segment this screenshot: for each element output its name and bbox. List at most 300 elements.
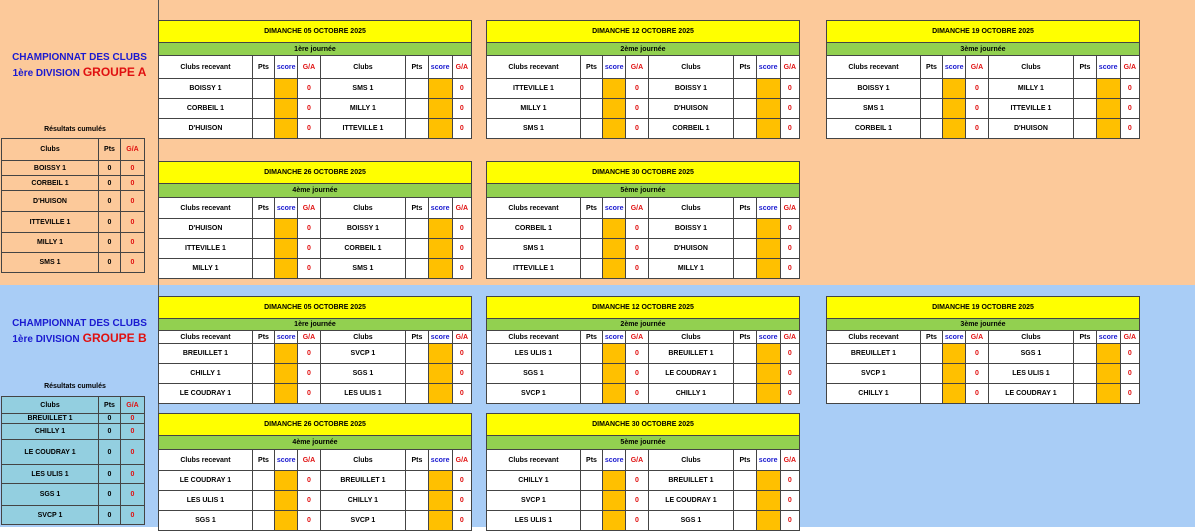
home-score-cell[interactable] xyxy=(943,119,966,139)
away-score-cell[interactable] xyxy=(428,511,452,531)
away-pts-cell xyxy=(734,219,756,239)
standings-pts: 0 xyxy=(99,191,121,212)
home-score-cell[interactable] xyxy=(275,219,298,239)
home-club: SMS 1 xyxy=(827,99,921,119)
home-pts-cell xyxy=(920,364,942,384)
column-header-ga: G/A xyxy=(626,198,648,219)
column-header-ga: G/A xyxy=(121,397,145,414)
standings-row xyxy=(2,414,145,424)
home-pts-cell xyxy=(920,344,942,364)
away-club: ITTEVILLE 1 xyxy=(988,99,1074,119)
away-ga: 0 xyxy=(780,219,799,239)
column-header-ga: G/A xyxy=(298,450,320,471)
cumulative-results-label: Résultats cumulés xyxy=(44,126,106,133)
away-ga: 0 xyxy=(1120,99,1139,119)
standings-row xyxy=(2,484,145,506)
home-ga: 0 xyxy=(298,239,320,259)
home-score-cell[interactable] xyxy=(275,259,298,279)
home-pts-cell xyxy=(252,364,274,384)
home-score-cell[interactable] xyxy=(943,79,966,99)
journee-label: 2ème journée xyxy=(487,319,800,331)
home-ga: 0 xyxy=(298,364,320,384)
away-pts-cell xyxy=(1074,384,1096,404)
home-club: SVCP 1 xyxy=(487,491,581,511)
match-row xyxy=(487,471,800,491)
away-ga: 0 xyxy=(1120,344,1139,364)
home-pts-cell xyxy=(252,119,274,139)
column-header-clubs: Clubs xyxy=(2,139,99,161)
match-row xyxy=(159,259,472,279)
home-club: D'HUISON xyxy=(159,119,253,139)
match-row xyxy=(159,471,472,491)
home-club: SVCP 1 xyxy=(487,384,581,404)
away-score-cell[interactable] xyxy=(428,344,452,364)
match-row xyxy=(827,79,1140,99)
away-pts-cell xyxy=(406,384,428,404)
away-score-cell[interactable] xyxy=(1096,99,1120,119)
standings-ga: 0 xyxy=(121,212,145,233)
away-club: BOISSY 1 xyxy=(648,79,734,99)
home-club: MILLY 1 xyxy=(159,259,253,279)
away-score-cell[interactable] xyxy=(428,79,452,99)
home-score-cell[interactable] xyxy=(603,119,626,139)
match-day-date: DIMANCHE 30 OCTOBRE 2025 xyxy=(487,414,800,436)
division-title xyxy=(0,65,159,81)
home-pts-cell xyxy=(580,79,602,99)
column-header-score: score xyxy=(1096,56,1120,79)
away-pts-cell xyxy=(1074,99,1096,119)
away-club: SVCP 1 xyxy=(320,344,406,364)
column-header-clubs-recevant: Clubs recevant xyxy=(487,198,581,219)
standings-pts: 0 xyxy=(99,161,121,176)
away-score-cell[interactable] xyxy=(1096,344,1120,364)
away-ga: 0 xyxy=(780,99,799,119)
away-score-cell[interactable] xyxy=(756,239,780,259)
away-score-cell[interactable] xyxy=(756,219,780,239)
standings-ga: 0 xyxy=(121,465,145,484)
journee-label: 5ème journée xyxy=(487,436,800,450)
home-ga: 0 xyxy=(298,219,320,239)
match-day-date: DIMANCHE 26 OCTOBRE 2025 xyxy=(159,162,472,184)
home-ga: 0 xyxy=(626,491,648,511)
column-header-pts: Pts xyxy=(734,450,756,471)
column-header-ga: G/A xyxy=(780,450,799,471)
column-header-pts: Pts xyxy=(1074,56,1096,79)
home-club: SGS 1 xyxy=(487,364,581,384)
standings-ga: 0 xyxy=(121,191,145,212)
away-ga: 0 xyxy=(780,511,799,531)
away-score-cell[interactable] xyxy=(1096,79,1120,99)
away-score-cell[interactable] xyxy=(428,259,452,279)
match-day-date: DIMANCHE 12 OCTOBRE 2025 xyxy=(487,297,800,319)
home-pts-cell xyxy=(580,99,602,119)
column-header-score: score xyxy=(428,198,452,219)
column-header-ga: G/A xyxy=(298,198,320,219)
home-club: ITTEVILLE 1 xyxy=(487,79,581,99)
column-header-pts: Pts xyxy=(406,331,428,344)
column-header-ga: G/A xyxy=(1120,331,1139,344)
match-row xyxy=(159,344,472,364)
away-club: BREUILLET 1 xyxy=(648,471,734,491)
standings-row xyxy=(2,233,145,253)
match-day-date: DIMANCHE 05 OCTOBRE 2025 xyxy=(159,21,472,43)
match-row xyxy=(159,511,472,531)
match-row xyxy=(827,364,1140,384)
home-club: ITTEVILLE 1 xyxy=(487,259,581,279)
standings-pts: 0 xyxy=(99,506,121,525)
away-club: SMS 1 xyxy=(320,259,406,279)
column-header-score: score xyxy=(943,56,966,79)
away-pts-cell xyxy=(734,364,756,384)
home-score-cell[interactable] xyxy=(603,219,626,239)
journee-label: 1ère journée xyxy=(159,319,472,331)
column-header-clubs-recevant: Clubs recevant xyxy=(159,450,253,471)
group-label: GROUPE A xyxy=(82,65,147,79)
column-header-pts: Pts xyxy=(252,198,274,219)
standings-table xyxy=(1,396,145,525)
home-club: CORBEIL 1 xyxy=(487,219,581,239)
home-ga: 0 xyxy=(626,99,648,119)
column-header-clubs: Clubs xyxy=(988,331,1074,344)
journee-label: 3ème journée xyxy=(827,319,1140,331)
away-pts-cell xyxy=(406,344,428,364)
away-score-cell[interactable] xyxy=(756,259,780,279)
away-ga: 0 xyxy=(452,119,471,139)
match-day-table xyxy=(158,296,472,404)
column-header-ga: G/A xyxy=(626,331,648,344)
home-pts-cell xyxy=(252,471,274,491)
away-score-cell[interactable] xyxy=(756,511,780,531)
away-club: LES ULIS 1 xyxy=(320,384,406,404)
home-score-cell[interactable] xyxy=(275,511,298,531)
home-pts-cell xyxy=(580,219,602,239)
column-header-clubs: Clubs xyxy=(648,198,734,219)
column-header-clubs: Clubs xyxy=(320,198,406,219)
away-score-cell[interactable] xyxy=(1096,119,1120,139)
home-score-cell[interactable] xyxy=(275,79,298,99)
away-ga: 0 xyxy=(780,119,799,139)
home-club: SGS 1 xyxy=(159,511,253,531)
column-header-ga: G/A xyxy=(626,56,648,79)
home-club: ITTEVILLE 1 xyxy=(159,239,253,259)
match-day-table xyxy=(486,20,800,139)
standings-row xyxy=(2,424,145,440)
home-club: D'HUISON xyxy=(159,219,253,239)
column-header-clubs-recevant: Clubs recevant xyxy=(827,331,921,344)
away-score-cell[interactable] xyxy=(756,364,780,384)
away-ga: 0 xyxy=(452,259,471,279)
home-pts-cell xyxy=(580,384,602,404)
home-score-cell[interactable] xyxy=(275,344,298,364)
away-pts-cell xyxy=(734,239,756,259)
column-header-pts: Pts xyxy=(1074,331,1096,344)
match-row xyxy=(487,219,800,239)
column-header-clubs: Clubs xyxy=(648,331,734,344)
home-score-cell[interactable] xyxy=(603,384,626,404)
home-score-cell[interactable] xyxy=(275,239,298,259)
column-header-score: score xyxy=(943,331,966,344)
match-row xyxy=(159,219,472,239)
home-score-cell[interactable] xyxy=(603,491,626,511)
home-score-cell[interactable] xyxy=(943,344,966,364)
column-header-score: score xyxy=(603,450,626,471)
column-header-pts: Pts xyxy=(406,56,428,79)
standings-ga: 0 xyxy=(121,484,145,506)
away-score-cell[interactable] xyxy=(428,491,452,511)
away-score-cell[interactable] xyxy=(428,119,452,139)
home-pts-cell xyxy=(580,471,602,491)
column-header-score: score xyxy=(275,198,298,219)
home-club: CORBEIL 1 xyxy=(159,99,253,119)
away-score-cell[interactable] xyxy=(428,239,452,259)
standings-club: SVCP 1 xyxy=(2,506,99,525)
away-pts-cell xyxy=(734,259,756,279)
away-club: D'HUISON xyxy=(648,239,734,259)
match-day-date: DIMANCHE 19 OCTOBRE 2025 xyxy=(827,21,1140,43)
home-score-cell[interactable] xyxy=(603,471,626,491)
away-score-cell[interactable] xyxy=(428,364,452,384)
home-score-cell[interactable] xyxy=(275,471,298,491)
home-score-cell[interactable] xyxy=(275,99,298,119)
journee-label: 4ème journée xyxy=(159,436,472,450)
division-title xyxy=(0,331,159,347)
standings-ga: 0 xyxy=(121,176,145,191)
column-header-pts: Pts xyxy=(406,450,428,471)
home-score-cell[interactable] xyxy=(603,511,626,531)
match-day-table xyxy=(826,20,1140,139)
match-row xyxy=(487,79,800,99)
away-pts-cell xyxy=(1074,119,1096,139)
home-club: BREUILLET 1 xyxy=(827,344,921,364)
home-score-cell[interactable] xyxy=(275,384,298,404)
away-score-cell[interactable] xyxy=(756,491,780,511)
column-header-pts: Pts xyxy=(734,198,756,219)
away-ga: 0 xyxy=(1120,384,1139,404)
home-club: SMS 1 xyxy=(487,239,581,259)
away-ga: 0 xyxy=(780,239,799,259)
home-ga: 0 xyxy=(966,384,988,404)
column-header-ga: G/A xyxy=(121,139,145,161)
column-header-clubs: Clubs xyxy=(320,450,406,471)
home-ga: 0 xyxy=(966,119,988,139)
home-pts-cell xyxy=(920,99,942,119)
away-ga: 0 xyxy=(780,79,799,99)
home-ga: 0 xyxy=(626,344,648,364)
home-score-cell[interactable] xyxy=(603,239,626,259)
standings-pts: 0 xyxy=(99,440,121,465)
standings-pts: 0 xyxy=(99,414,121,424)
match-row xyxy=(827,384,1140,404)
home-ga: 0 xyxy=(298,511,320,531)
away-club: CORBEIL 1 xyxy=(648,119,734,139)
match-row xyxy=(487,364,800,384)
home-club: LE COUDRAY 1 xyxy=(159,471,253,491)
column-header-pts: Pts xyxy=(99,139,121,161)
column-header-score: score xyxy=(756,198,780,219)
home-pts-cell xyxy=(252,79,274,99)
away-pts-cell xyxy=(406,259,428,279)
standings-ga: 0 xyxy=(121,253,145,273)
home-score-cell[interactable] xyxy=(603,364,626,384)
home-ga: 0 xyxy=(626,364,648,384)
journee-label: 5ème journée xyxy=(487,184,800,198)
away-ga: 0 xyxy=(452,99,471,119)
column-header-pts: Pts xyxy=(252,450,274,471)
standings-pts: 0 xyxy=(99,233,121,253)
match-day-date: DIMANCHE 12 OCTOBRE 2025 xyxy=(487,21,800,43)
match-row xyxy=(159,239,472,259)
away-score-cell[interactable] xyxy=(428,384,452,404)
away-club: CHILLY 1 xyxy=(320,491,406,511)
column-header-score: score xyxy=(428,450,452,471)
standings-row xyxy=(2,176,145,191)
column-header-pts: Pts xyxy=(406,198,428,219)
away-score-cell[interactable] xyxy=(428,99,452,119)
column-header-pts: Pts xyxy=(734,56,756,79)
away-pts-cell xyxy=(734,471,756,491)
home-club: CHILLY 1 xyxy=(487,471,581,491)
away-club: SMS 1 xyxy=(320,79,406,99)
away-score-cell[interactable] xyxy=(756,344,780,364)
away-club: LE COUDRAY 1 xyxy=(648,364,734,384)
column-header-ga: G/A xyxy=(966,331,988,344)
standings-ga: 0 xyxy=(121,424,145,440)
column-header-pts: Pts xyxy=(99,397,121,414)
division-label: 1ère DIVISION xyxy=(12,334,80,345)
home-ga: 0 xyxy=(298,384,320,404)
column-header-clubs-recevant: Clubs recevant xyxy=(159,56,253,79)
match-day-date: DIMANCHE 19 OCTOBRE 2025 xyxy=(827,297,1140,319)
column-header-score: score xyxy=(756,56,780,79)
home-score-cell[interactable] xyxy=(943,364,966,384)
away-pts-cell xyxy=(406,239,428,259)
home-score-cell[interactable] xyxy=(943,99,966,119)
standings-club: BOISSY 1 xyxy=(2,161,99,176)
home-club: LES ULIS 1 xyxy=(159,491,253,511)
column-header-clubs: Clubs xyxy=(320,331,406,344)
standings-pts: 0 xyxy=(99,465,121,484)
standings-club: LES ULIS 1 xyxy=(2,465,99,484)
home-ga: 0 xyxy=(298,259,320,279)
journee-label: 3ème journée xyxy=(827,43,1140,56)
home-ga: 0 xyxy=(298,344,320,364)
column-header-score: score xyxy=(1096,331,1120,344)
away-pts-cell xyxy=(406,364,428,384)
column-header-pts: Pts xyxy=(920,56,942,79)
away-score-cell[interactable] xyxy=(756,471,780,491)
match-day-date: DIMANCHE 26 OCTOBRE 2025 xyxy=(159,414,472,436)
away-pts-cell xyxy=(406,491,428,511)
away-score-cell[interactable] xyxy=(1096,364,1120,384)
group-a-title xyxy=(0,50,159,81)
home-score-cell[interactable] xyxy=(603,344,626,364)
home-score-cell[interactable] xyxy=(603,99,626,119)
standings-row xyxy=(2,161,145,176)
away-club: BOISSY 1 xyxy=(648,219,734,239)
home-pts-cell xyxy=(580,259,602,279)
division-label: 1ère DIVISION xyxy=(12,68,80,79)
away-ga: 0 xyxy=(452,471,471,491)
match-row xyxy=(487,99,800,119)
standings-club: BREUILLET 1 xyxy=(2,414,99,424)
away-pts-cell xyxy=(734,344,756,364)
column-header-clubs-recevant: Clubs recevant xyxy=(159,198,253,219)
home-score-cell[interactable] xyxy=(603,259,626,279)
home-pts-cell xyxy=(920,119,942,139)
away-score-cell[interactable] xyxy=(428,471,452,491)
home-score-cell[interactable] xyxy=(275,491,298,511)
home-ga: 0 xyxy=(626,471,648,491)
home-pts-cell xyxy=(252,491,274,511)
match-day-table xyxy=(486,161,800,279)
match-day-table xyxy=(158,161,472,279)
journee-label: 4ème journée xyxy=(159,184,472,198)
away-club: CORBEIL 1 xyxy=(320,239,406,259)
column-header-clubs: Clubs xyxy=(2,397,99,414)
home-pts-cell xyxy=(252,259,274,279)
away-pts-cell xyxy=(1074,344,1096,364)
match-row xyxy=(487,119,800,139)
standings-club: CHILLY 1 xyxy=(2,424,99,440)
home-score-cell[interactable] xyxy=(943,384,966,404)
match-day-table xyxy=(158,413,472,531)
column-header-clubs-recevant: Clubs recevant xyxy=(827,56,921,79)
match-row xyxy=(159,384,472,404)
away-ga: 0 xyxy=(780,364,799,384)
match-row xyxy=(487,344,800,364)
home-ga: 0 xyxy=(626,511,648,531)
away-score-cell[interactable] xyxy=(756,384,780,404)
home-score-cell[interactable] xyxy=(603,79,626,99)
standings-pts: 0 xyxy=(99,484,121,506)
away-score-cell[interactable] xyxy=(428,219,452,239)
standings-ga: 0 xyxy=(121,414,145,424)
standings-club: SMS 1 xyxy=(2,253,99,273)
home-score-cell[interactable] xyxy=(275,364,298,384)
home-club: MILLY 1 xyxy=(487,99,581,119)
away-score-cell[interactable] xyxy=(756,119,780,139)
home-ga: 0 xyxy=(298,99,320,119)
column-header-clubs: Clubs xyxy=(648,450,734,471)
away-pts-cell xyxy=(734,119,756,139)
away-pts-cell xyxy=(406,79,428,99)
match-day-date: DIMANCHE 30 OCTOBRE 2025 xyxy=(487,162,800,184)
match-row xyxy=(827,119,1140,139)
column-header-ga: G/A xyxy=(780,331,799,344)
match-day-date: DIMANCHE 05 OCTOBRE 2025 xyxy=(159,297,472,319)
home-score-cell[interactable] xyxy=(275,119,298,139)
away-pts-cell xyxy=(1074,364,1096,384)
away-score-cell[interactable] xyxy=(1096,384,1120,404)
away-ga: 0 xyxy=(1120,79,1139,99)
home-club: SVCP 1 xyxy=(827,364,921,384)
standings-pts: 0 xyxy=(99,253,121,273)
standings-row xyxy=(2,253,145,273)
standings-table xyxy=(1,138,145,273)
away-club: BREUILLET 1 xyxy=(320,471,406,491)
match-row xyxy=(487,511,800,531)
standings-club: ITTEVILLE 1 xyxy=(2,212,99,233)
column-header-ga: G/A xyxy=(452,331,471,344)
column-header-pts: Pts xyxy=(252,331,274,344)
match-row xyxy=(487,239,800,259)
away-score-cell[interactable] xyxy=(756,79,780,99)
column-header-ga: G/A xyxy=(298,331,320,344)
home-pts-cell xyxy=(580,239,602,259)
away-ga: 0 xyxy=(452,511,471,531)
home-club: LE COUDRAY 1 xyxy=(159,384,253,404)
away-score-cell[interactable] xyxy=(756,99,780,119)
